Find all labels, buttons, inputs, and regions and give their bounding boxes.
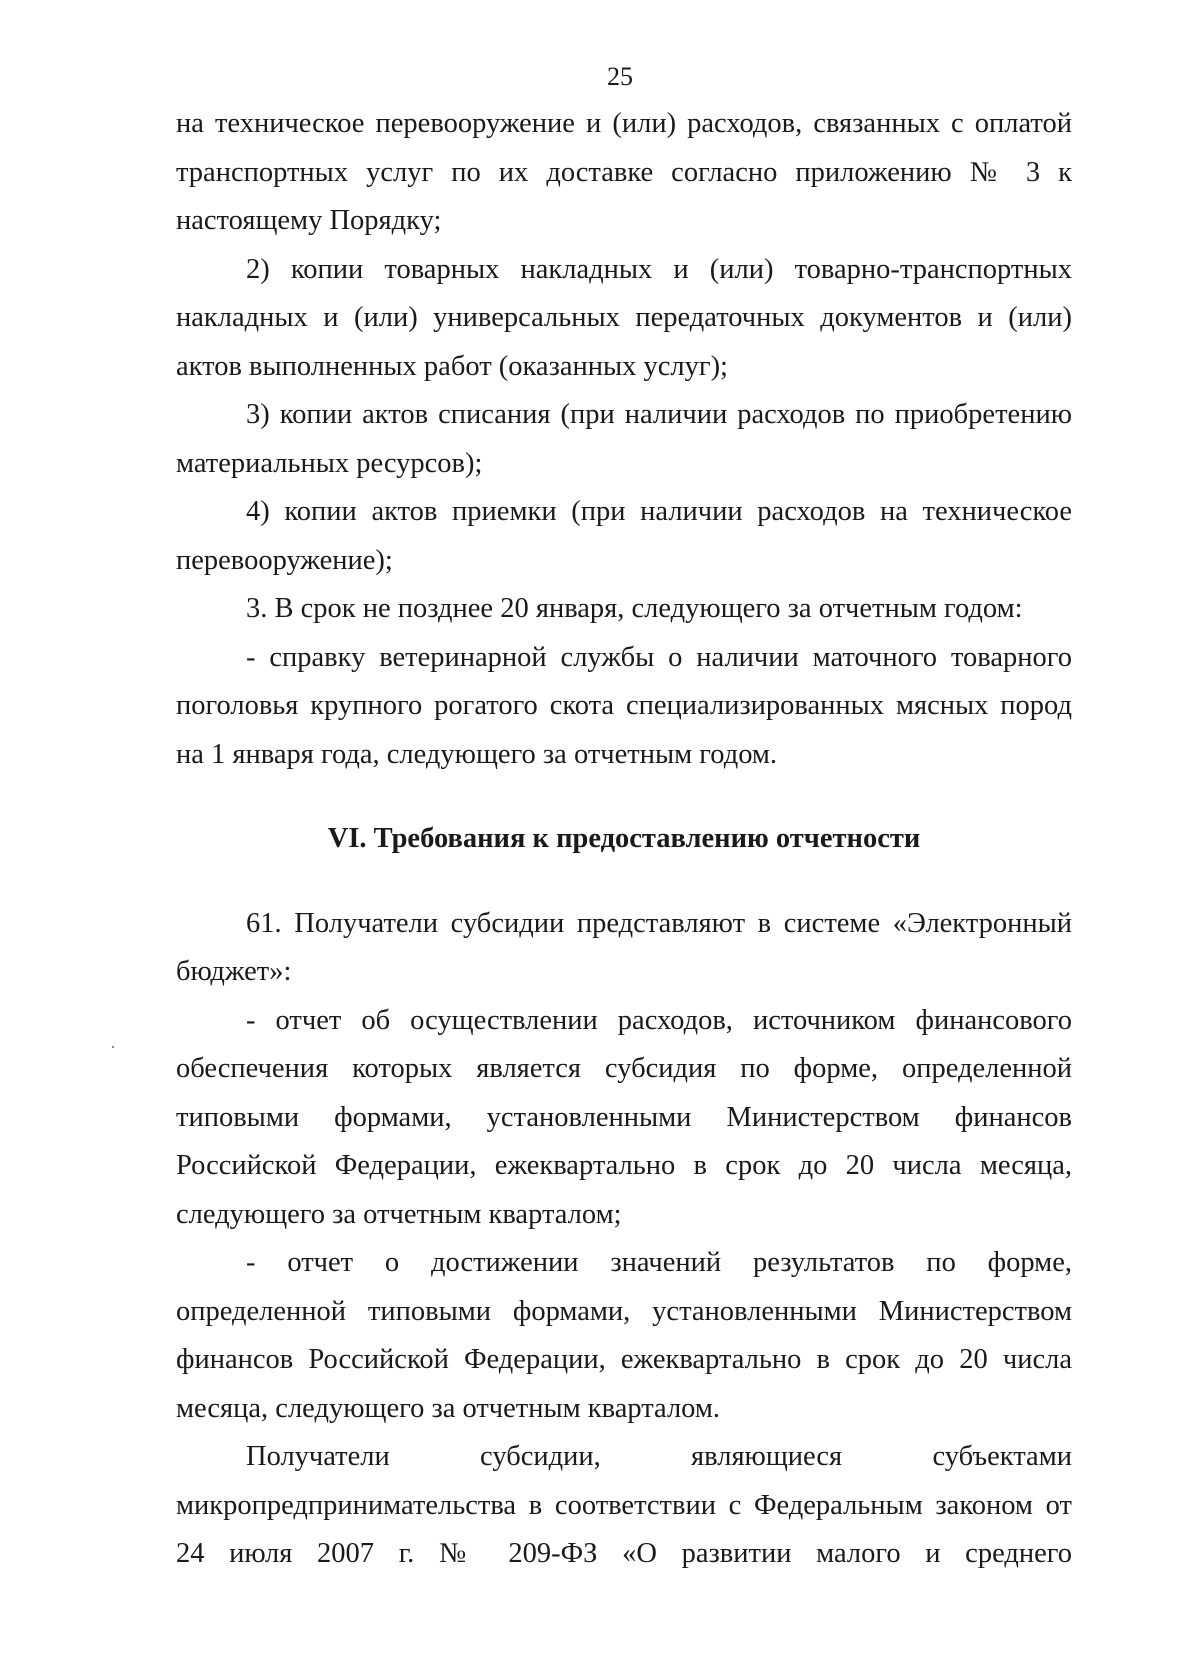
paragraph-item-4: 4) копии актов приемки (при наличии расходов на техническое перевооружение);	[176, 496, 1072, 576]
page-number: 25	[607, 62, 633, 91]
paragraph-vet-certificate: - справку ветеринарной службы о наличии маточного товарного поголовья крупного рогатого скота специализированных мясных пород на 1 января года, следующего за отчетным годом.	[176, 641, 1072, 770]
paragraph-item-3: 3) копии актов списания (при наличии расходов по приобретению материальных ресурсов);	[176, 399, 1072, 479]
paragraph-61: 61. Получатели субсидии представляют в системе «Электронный бюджет»:	[176, 907, 1072, 987]
paragraph-continuation: на техническое перевооружение и (или) расходов, связанных с оплатой транспортных услуг по их доставке согласно приложению № 3 к настоящему Порядку;	[176, 108, 1072, 236]
paragraph-item-2: 2) копии товарных накладных и (или) товарно-транспортных накладных и (или) универсальных передаточных документов и (или) актов выполненных работ (оказанных услуг);	[176, 253, 1072, 382]
scan-speck	[112, 1046, 114, 1048]
section-heading: VI. Требования к предоставлению отчетности	[327, 823, 921, 854]
paragraph-micro-entrepreneurs: Получатели субсидии, являющиеся субъектами микропредпринимательства в соответствии с Федеральным законом от 24 июля 2007 г. № 209-ФЗ «О развитии малого и среднего	[176, 1441, 1072, 1569]
paragraph-results-report: - отчет о достижении значений результатов по форме, определенной типовыми формами, установленными Министерством финансов Российской Федерации, ежеквартально в срок до 20 числа месяца, следующего за отчетным кварталом.	[176, 1247, 1072, 1424]
paragraph-expense-report: - отчет об осуществлении расходов, источником финансового обеспечения которых является субсидия по форме, определенной типовыми формами, установленными Министерством финансов Российской Федерации, ежеквартально в срок до 20 числа месяца, следующего за отчетным кварталом;	[176, 1004, 1072, 1230]
document-body	[176, 100, 1072, 1579]
paragraph-deadline: 3. В срок не позднее 20 января, следующего за отчетным годом:	[246, 593, 1023, 624]
